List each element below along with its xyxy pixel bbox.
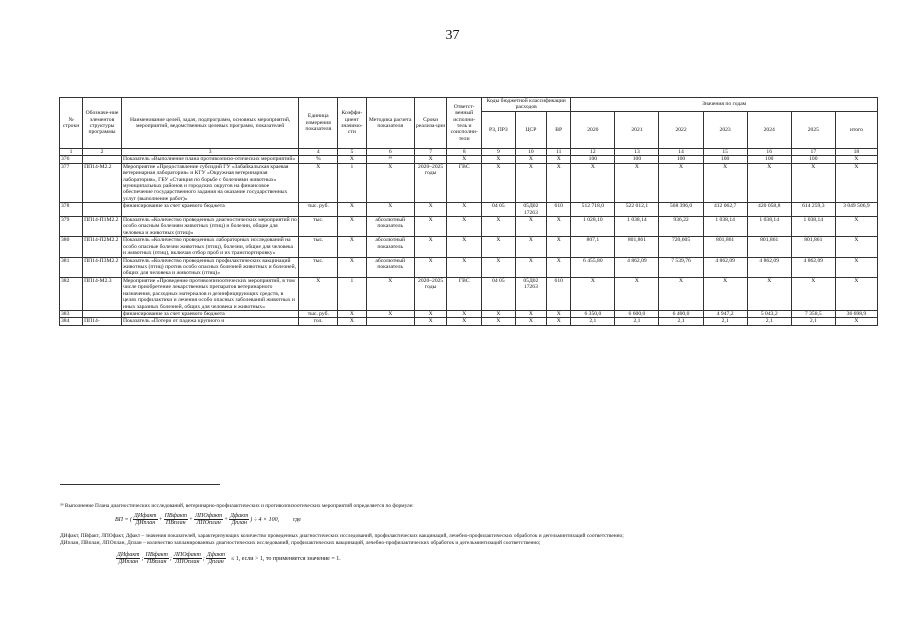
total-cell: 3 049 506,9 [835,203,877,217]
vr-code-cell: X [547,217,571,237]
column-number: 12 [571,148,615,155]
structure-code-cell [83,203,122,217]
year-value-cell: 6 350,0 [571,310,615,317]
table-row [60,217,878,237]
table-row [60,257,878,277]
column-number: 5 [338,148,366,155]
rz-code-cell: 04 05 [482,203,516,217]
row-name-cell: Показатель «Потери от падежа крупного и [121,318,298,325]
page-number: 37 [445,28,460,43]
row-number-cell: 384 [60,318,83,325]
header-values-by-year: Значения по годам [571,98,878,112]
year-value-cell: 801,861 [791,237,835,257]
rz-code-cell: X [482,257,516,277]
column-number: 10 [515,148,546,155]
method-cell: X [366,163,414,203]
term-cell: X [414,203,447,217]
year-value-cell: 6 600,0 [615,310,659,317]
year-value-cell: 420 058,8 [747,203,791,217]
header-structure-code: Обозначе-ние элементов структуры программы [83,98,122,149]
year-value-cell: 100 [571,156,615,163]
rz-code-cell: X [482,217,516,237]
term-cell: X [414,257,447,277]
csr-code-cell: X [515,156,546,163]
formula-fraction: $\frac{\text{ПВфакт}}{\text{ПВплан}}$ [145,552,168,565]
vr-code-cell: X [547,156,571,163]
rz-code-cell: X [482,310,516,317]
coefficient-cell: X [338,257,366,277]
coefficient-cell: 1 [338,277,366,310]
total-cell: X [835,156,877,163]
column-number: 14 [659,148,703,155]
term-cell: X [414,318,447,325]
formula-fraction: $\frac{\text{ЛПОфакт}}{\text{ЛПОплан}}$ [194,513,223,526]
row-name-cell: Показатель «Количество проведенных диагностических мероприятий по особо опасным болезням животных (птиц) и болезни, общие для человека и животных (птиц)» [121,217,298,237]
year-value-cell: 100 [615,156,659,163]
total-cell: X [835,163,877,203]
responsible-cell: X [447,203,482,217]
year-value-cell: 6 400,0 [659,310,703,317]
header-csr: ЦСР [515,111,546,148]
year-value-cell: 522 012,1 [615,203,659,217]
unit-cell: тыс. руб. [299,310,338,317]
coefficient-cell: X [338,156,366,163]
method-cell: абсолютный показатель [366,217,414,237]
rz-code-cell: X [482,318,516,325]
row-number-cell: 377 [60,163,83,203]
footnote-plan-definition: ДИплан, ПВплан, ЛПОплан, Дплан – количество запланированных диагностических исследований, профилактических вакцинаций, лечебно-профилактических обработок и дегельминтизаций соответственно; [60,540,541,547]
header-responsible: Ответст-венный исполни-тель и соисполни-тели [447,98,482,149]
year-value-cell: 4 862,09 [791,257,835,277]
table-row [60,277,878,310]
structure-code-cell: ПП14-М2.2 [83,163,122,203]
year-value-cell: 936,22 [659,217,703,237]
responsible-cell: X [447,318,482,325]
year-value-cell: 100 [703,156,747,163]
year-value-cell: 568 396,0 [659,203,703,217]
method-cell: ³⁹ [366,156,414,163]
year-value-cell: X [615,163,659,203]
rz-code-cell: X [482,237,516,257]
row-name-cell: Мероприятие «Предоставление субсидий ГУ «Забайкальская краевая ветеринарная лаборатория» и КГУ «Окружная ветеринарная лаборатория», ГБУ «Станция по борьбе с болезнями животных» муниципальных районов и городских округов на финансовое обеспечение государственного задания на оказание государственных услуг (выполнение работ)» [121,163,298,203]
table-row [60,310,878,317]
responsible-cell: X [447,257,482,277]
formula-fraction: $\frac{\text{ПВфакт}}{\text{ПВплан}}$ [164,513,187,526]
unit-cell: % [299,156,338,163]
year-value-cell: X [747,277,791,310]
method-cell [366,318,414,325]
year-value-cell: X [703,277,747,310]
column-number: 9 [482,148,516,155]
column-number: 2 [83,148,122,155]
header-coefficient: Коэффи-циент значимо-сти [338,98,366,149]
vr-code-cell: 610 [547,203,571,217]
unit-cell: X [299,163,338,203]
total-cell: X [835,257,877,277]
column-number: 6 [366,148,414,155]
year-value-cell: X [659,163,703,203]
row-number-cell: 379 [60,217,83,237]
total-cell: 36 698,9 [835,310,877,317]
csr-code-cell: 05Д02 17263 [515,203,546,217]
footnote-separator [60,484,220,485]
year-value-cell: X [791,163,835,203]
year-value-cell: 4 862,09 [703,257,747,277]
formula-where: где [293,516,301,523]
header-term: Сроки реализа-ции [414,98,447,149]
year-value-cell: 2,1 [791,318,835,325]
coefficient-cell: 1 [338,163,366,203]
header-year: 2023 [703,111,747,148]
vr-code-cell: X [547,237,571,257]
structure-code-cell: ПП14-П1М2.2 [83,217,122,237]
column-number: 18 [835,148,877,155]
total-cell: X [835,318,877,325]
column-number: 17 [791,148,835,155]
unit-cell: тыс. [299,257,338,277]
year-value-cell: 801,861 [615,237,659,257]
formula-lhs: ВП = ( [115,516,133,523]
method-cell: X [366,310,414,317]
row-number-cell: 376 [60,156,83,163]
total-cell: X [835,277,877,310]
table-row [60,203,878,217]
responsible-cell: ГВС [447,163,482,203]
year-value-cell: 512 718,0 [571,203,615,217]
term-cell: X [414,156,447,163]
column-number: 3 [121,148,298,155]
column-number: 15 [703,148,747,155]
year-value-cell: 7 539,76 [659,257,703,277]
header-total: итого [835,111,877,148]
unit-cell: гол. [299,318,338,325]
method-cell: абсолютный показатель [366,257,414,277]
header-budget-codes: Коды бюджетной классификации расходов [482,98,571,112]
responsible-cell: X [447,310,482,317]
year-value-cell: 801,861 [703,237,747,257]
footnote-intro: ³⁹ Выполнение Плана диагностических исследований, ветеринарно-профилактических и противоэпизоотических мероприятий определяется по формуле: [60,503,414,509]
formula-vp: ВП = ( $\frac{\text{ДИфакт}}{\text{ДИплан}}$ + $\frac{\text{ПВфакт}}{\text{ПВплан}}$ + $\frac{\text{ЛПОфакт}}{\text{ЛПОплан}}$ + $\frac{\text{Дфакт}}{\text{Дплан}}$ ) ÷ 4 × 100, где [115,513,301,526]
header-unit: Единица измерения показателя [299,98,338,149]
header-year: 2021 [615,111,659,148]
structure-code-cell: ПП14-П3М2.2 [83,257,122,277]
method-cell: абсолютный показатель [366,237,414,257]
formula-fraction: $\frac{\text{Дфакт}}{\text{Дплан}}$ [206,552,226,565]
formula-fraction: $\frac{\text{ДИфакт}}{\text{ДИплан}}$ [134,513,157,526]
rz-code-cell: X [482,163,516,203]
vr-code-cell: X [547,257,571,277]
responsible-cell: ГВС [447,277,482,310]
unit-cell: X [299,277,338,310]
year-value-cell: 2,1 [747,318,791,325]
column-number: 4 [299,148,338,155]
term-cell: X [414,217,447,237]
column-number: 7 [414,148,447,155]
column-number: 11 [547,148,571,155]
structure-code-cell: ПП14-М2.3 [83,277,122,310]
row-name-cell: Показатель «Количество проведенных лабораторных исследований на особо опасные болезни животных (птиц), болезни, общие для человека и животных (птиц), включая отбор проб и их транспортировку» [121,237,298,257]
formula-fraction: $\frac{\text{ДИфакт}}{\text{ДИплан}}$ [117,552,140,565]
csr-code-cell: X [515,163,546,203]
year-value-cell: 4 947,2 [703,310,747,317]
header-rz: РЗ, ПРЗ [482,111,516,148]
term-cell: X [414,310,447,317]
table-row [60,237,878,257]
year-value-cell: 100 [747,156,791,163]
header-year: 2022 [659,111,703,148]
year-value-cell: 4 862,09 [615,257,659,277]
header-method: Методика расчета показателя [366,98,414,149]
year-value-cell: 5 043,2 [747,310,791,317]
year-value-cell: 1 038,14 [791,217,835,237]
row-number-cell: 382 [60,277,83,310]
year-value-cell: 100 [791,156,835,163]
coefficient-cell: X [338,318,366,325]
row-number-cell: 380 [60,237,83,257]
term-cell: 2020–2025 годы [414,277,447,310]
footnote-fact-definition: ДИфакт, ПВфакт, ЛПОфакт, Дфакт – значения показателей, характеризующих количество проведенных диагностических исследований, профилактических вакцинаций, лечебно-профилактических обработок и дегельминтизаций соответственно; [60,533,624,539]
structure-code-cell [83,156,122,163]
year-value-cell: 2,1 [659,318,703,325]
year-value-cell: 1 038,14 [615,217,659,237]
csr-code-cell: X [515,310,546,317]
csr-code-cell: X [515,318,546,325]
unit-cell: тыс. руб. [299,203,338,217]
responsible-cell: X [447,217,482,237]
row-name-cell: Мероприятие «Проведение противоэпизоотических мероприятий, в том числе приобретение лекарственных препаратов ветеринарного назначения, расходных материалов и дезинфицирующих средств, в целях профилактики и лечения особо опасных заболеваний животных и иных заразных болезней, общих для человека и животных» [121,277,298,310]
year-value-cell: 6 455,80 [571,257,615,277]
year-value-cell: 2,1 [703,318,747,325]
column-number: 1 [60,148,83,155]
row-name-cell: финансирование за счет краевого бюджета [121,203,298,217]
year-value-cell: 2,1 [571,318,615,325]
coefficient-cell: X [338,217,366,237]
column-numbers-row [60,148,878,155]
header-row-number: № строки [60,98,83,149]
rz-code-cell: 04 05 [482,277,516,310]
csr-code-cell: X [515,237,546,257]
coefficient-cell: X [338,237,366,257]
year-value-cell: X [747,163,791,203]
row-number-cell: 383 [60,310,83,317]
total-cell: X [835,237,877,257]
structure-code-cell: ПП14- [83,318,122,325]
year-value-cell: 1 028,10 [571,217,615,237]
program-table [59,97,878,326]
year-value-cell: 801,861 [747,237,791,257]
year-value-cell: 2,1 [615,318,659,325]
unit-cell: тыс. [299,217,338,237]
vr-code-cell: X [547,318,571,325]
rz-code-cell: X [482,156,516,163]
structure-code-cell [83,310,122,317]
coefficient-cell: X [338,310,366,317]
header-name: Наименование целей, задач, подпрограмм, основных мероприятий, мероприятий, ведомственных целевых программ, показателей [121,98,298,149]
year-value-cell: X [659,277,703,310]
footnote [60,503,850,510]
header-year: 2024 [747,111,791,148]
structure-code-cell: ПП14-П2М2.2 [83,237,122,257]
row-number-cell: 378 [60,203,83,217]
csr-code-cell: X [515,217,546,237]
table-row [60,163,878,203]
vr-code-cell: 610 [547,277,571,310]
responsible-cell: X [447,156,482,163]
year-value-cell: 412 062,7 [703,203,747,217]
csr-code-cell: 05Д02 17263 [515,277,546,310]
column-number: 8 [447,148,482,155]
year-value-cell: 1 038,14 [703,217,747,237]
table-row [60,318,878,325]
vr-code-cell: X [547,163,571,203]
year-value-cell: 807,1 [571,237,615,257]
year-value-cell: 720,605 [659,237,703,257]
term-cell: X [414,237,447,257]
formula-condition-text: ≤ 1, если > 1, то применяется значение = 1. [231,555,341,562]
method-cell: X [366,203,414,217]
csr-code-cell: X [515,257,546,277]
header-vr: ВР [547,111,571,148]
year-value-cell: X [571,277,615,310]
responsible-cell: X [447,237,482,257]
year-value-cell: 100 [659,156,703,163]
header-year: 2025 [791,111,835,148]
total-cell: X [835,217,877,237]
row-name-cell: Показатель «Количество проведенных профилактических вакцинаций животных (птиц) против особо опасных болезней животных и болезней, общих для человека и животных (птиц)» [121,257,298,277]
vr-code-cell: X [547,310,571,317]
header-year: 2020 [571,111,615,148]
formula-fraction: $\frac{\text{Дфакт}}{\text{Дплан}}$ [230,513,249,526]
unit-cell: тыс. [299,237,338,257]
year-value-cell: X [615,277,659,310]
column-number: 13 [615,148,659,155]
table-row [60,156,878,163]
year-value-cell: X [703,163,747,203]
formula-fraction: $\frac{\text{ЛПОфакт}}{\text{ЛПОплан}}$ [173,552,201,565]
method-cell: X [366,277,414,310]
year-value-cell: 1 038,14 [747,217,791,237]
coefficient-cell: X [338,203,366,217]
row-number-cell: 381 [60,257,83,277]
year-value-cell: X [571,163,615,203]
year-value-cell: X [791,277,835,310]
row-name-cell: финансирование за счет краевого бюджета [121,310,298,317]
year-value-cell: 4 862,09 [747,257,791,277]
formula-condition: $\frac{\text{ДИфакт}}{\text{ДИплан}}$ ; $\frac{\text{ПВфакт}}{\text{ПВплан}}$ ; $\frac{\text{ЛПОфакт}}{\text{ЛПОплан}}$ ; $\frac{\text{Дфакт}}{\text{Дплан}}$ ≤ 1, если > 1, то применяется значение = 1. [117,552,341,565]
term-cell: 2020–2025 годы [414,163,447,203]
column-number: 16 [747,148,791,155]
year-value-cell: 7 358,5 [791,310,835,317]
formula-tail: ) ÷ 4 × 100, [250,516,280,523]
footnote-definitions [60,533,850,547]
row-name-cell: Показатель «Выполнение плана противоэпизо-отических мероприятий» [121,156,298,163]
year-value-cell: 614 259,3 [791,203,835,217]
